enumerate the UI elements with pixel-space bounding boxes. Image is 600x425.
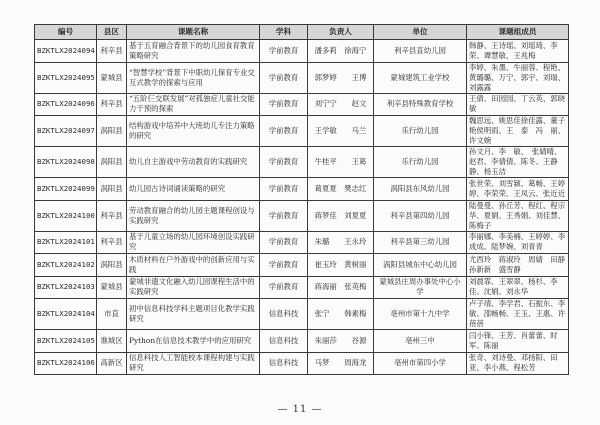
cell-district: 利辛县 [97,231,127,254]
table-row [35,254,569,277]
table-row [35,40,569,63]
header-members: 课题组成员 [467,25,569,40]
cell-subject: 信息科技 [260,330,308,353]
cell-id: BZKTLX2024095 [35,62,97,93]
cell-district: 利辛县 [97,40,127,63]
cell-id: BZKTLX2024097 [35,116,97,147]
table-row [35,352,569,375]
cell-title: 木质材料在户外游戏中的创新应用与实践 [127,254,260,277]
cell-id: BZKTLX2024101 [35,231,97,254]
cell-subject: 学前教育 [260,40,308,63]
cell-district: 涡阳县 [97,254,127,277]
cell-district: 利辛县 [97,200,127,231]
cell-id: BZKTLX2024094 [35,40,97,63]
header-unit: 单位 [374,25,467,40]
cell-id: BZKTLX2024104 [35,299,97,330]
cell-unit: 利辛县第三幼儿园 [374,231,467,254]
cell-leader: 蒋海丽 张英梅 [308,276,374,299]
cell-leader: 牛桂平 王葛 [308,147,374,178]
document-page [34,24,573,375]
table-row [35,200,569,231]
table-row [35,93,569,116]
cell-leader: 郭梦婷 王博 [308,62,374,93]
cell-subject: 信息科技 [260,352,308,375]
cell-id: BZKTLX2024100 [35,200,97,231]
cell-unit: 利辛县第四幼儿园 [374,200,467,231]
table-header-row [35,25,569,40]
cell-title: Python在信息技术教学中的应用研究 [127,330,260,353]
cell-leader: 马梦 周海龙 [308,352,374,375]
cell-title: 幼儿园古诗词诵读策略的研究 [127,178,260,201]
cell-members: 陆曼曼、孙丘芳、程红、程宗华、夏娟、王秀娟、刘佳慧、陈梅子 [467,200,569,231]
cell-unit: 利辛县直幼儿园 [374,40,467,63]
cell-subject: 学前教育 [260,93,308,116]
cell-district: 蒙城县 [97,62,127,93]
cell-members: 李婷、朱墨、牛丽蓉、程艳、黄璐璐、万宁、郭宇、刘瑞、刘露露 [467,62,569,93]
table-row [35,231,569,254]
cell-title: 劳动教育融合的幼儿园主题课程创设与实践研究 [127,200,260,231]
cell-leader: 葛夏夏 樊志红 [308,178,374,201]
header-title: 课题名称 [127,25,260,40]
cell-district: 高新区 [97,352,127,375]
cell-subject: 信息科技 [260,299,308,330]
cell-unit: 乐行幼儿园 [374,147,467,178]
cell-subject: 学前教育 [260,147,308,178]
table-row [35,178,569,201]
cell-members: 魏思远、姚思佳徐佳露、董子艳侯明雨、王 泰 冯 丽、许文婉 [467,116,569,147]
cell-subject: 学前教育 [260,116,308,147]
cell-id: BZKTLX2024106 [35,352,97,375]
cell-members: 韩静、王诗瑶、刘瑶琦、李荣、谭慧敏、王兆梅 [467,40,569,63]
cell-title: 基于五育融合背景下的幼儿园食育教育策略研究 [127,40,260,63]
cell-leader: 张宁 韩素梅 [308,299,374,330]
header-district: 县区 [97,25,127,40]
cell-members: 刘晨霏、王翠翠、杨杉、李佳、沈娟、刘永华 [467,276,569,299]
cell-unit: 蒙城县庄周办事处中心小学 [374,276,467,299]
table-row [35,276,569,299]
cell-title: 初中信息科技学科主题项目化教学实践研究 [127,299,260,330]
cell-unit: 亳州市第十九中学 [374,299,467,330]
cell-members: 李丽娜、李美楠、王婷婷、李成成、陆梦婉、刘青青 [467,231,569,254]
cell-title: “智慧学校”背景下中职幼儿保育专业交互式教学的探索与应用 [127,62,260,93]
header-leader: 负责人 [308,25,374,40]
cell-members: 卢子靖、李学君、石振东、李敏、邵畅畅、王玉、王惠、许蓓蓓 [467,299,569,330]
cell-members: 尤西玲 蒋淑玲 周婧 田静 孙新新 盛雪静 [467,254,569,277]
cell-district: 涡阳县 [97,147,127,178]
cell-id: BZKTLX2024098 [35,147,97,178]
cell-members: 孙文月、李 敏、 张婧晴、赵君、李倩倩、陈冬、王静静、杨玉洁 [467,147,569,178]
cell-id: BZKTLX2024103 [35,276,97,299]
cell-unit: 亳州三中 [374,330,467,353]
cell-subject: 学前教育 [260,62,308,93]
cell-title: 基于儿童立场的幼儿园环境创设实践研究 [127,231,260,254]
cell-leader: 潘多莉 徐海宁 [308,40,374,63]
cell-leader: 蒋梦佳 刘夏夏 [308,200,374,231]
cell-members: 张世荣、刘雪颖、葛畅、王婷婷、李荣荣、王凤云、张近近 [467,178,569,201]
header-id: 编号 [35,25,97,40]
cell-district: 蒙城县 [97,276,127,299]
cell-subject: 学前教育 [260,200,308,231]
table-row [35,62,569,93]
cell-title: “五阶仨交联发展”对孤独症儿童社交能力干预的探索 [127,93,260,116]
cell-title: 信息科技人工智能校本课程构建与实践研究 [127,352,260,375]
cell-unit: 乐行幼儿园 [374,116,467,147]
cell-leader: 王学敏 马兰 [308,116,374,147]
table-body [35,40,573,375]
cell-members: 张奇、刘诗曼、邓扬阳、田亚、李小燕、程松芳 [467,352,569,375]
cell-unit: 蒙城建筑工业学校 [374,62,467,93]
cell-subject: 学前教育 [260,276,308,299]
cell-leader: 刘宁宁 赵文 [308,93,374,116]
cell-leader: 朱丽莎 谷源 [308,330,374,353]
cell-district: 涡阳县 [97,116,127,147]
table-row [35,147,569,178]
cell-id: BZKTLX2024102 [35,254,97,277]
table-row [35,299,569,330]
cell-unit: 涡阳县东风幼儿园 [374,178,467,201]
cell-id: BZKTLX2024099 [35,178,97,201]
cell-subject: 学前教育 [260,254,308,277]
table-row [35,116,569,147]
cell-title: 幼儿自主游戏中劳动教育的实践研究 [127,147,260,178]
cell-unit: 利辛县特殊教育学校 [374,93,467,116]
cell-title: 结构游戏中培养中大班幼儿专注力策略的研究 [127,116,260,147]
cell-district: 谯城区 [97,330,127,353]
cell-members: 闫小锋、王芳、肖蕾蕾、时军、陈丽 [467,330,569,353]
cell-district: 利辛县 [97,93,127,116]
cell-title: 蒙城非遗文化融入幼儿园课程生活中的实践研究 [127,276,260,299]
page-number: — 11 — [277,404,323,415]
cell-unit: 涡阳县城东中心幼儿园 [374,254,467,277]
cell-id: BZKTLX2024105 [35,330,97,353]
cell-leader: 崔玉玲 黄树丽 [308,254,374,277]
header-subject: 学科 [260,25,308,40]
cell-district: 涡阳县 [97,178,127,201]
cell-leader: 朱璐 王永玲 [308,231,374,254]
table-row [35,330,569,353]
cell-district: 市直 [97,299,127,330]
cell-unit: 亳州市第四小学 [374,352,467,375]
cell-members: 王倩、田园园、丁云英、郭晓敏 [467,93,569,116]
cell-subject: 学前教育 [260,231,308,254]
cell-id: BZKTLX2024096 [35,93,97,116]
project-table [34,24,573,375]
cell-subject: 学前教育 [260,178,308,201]
